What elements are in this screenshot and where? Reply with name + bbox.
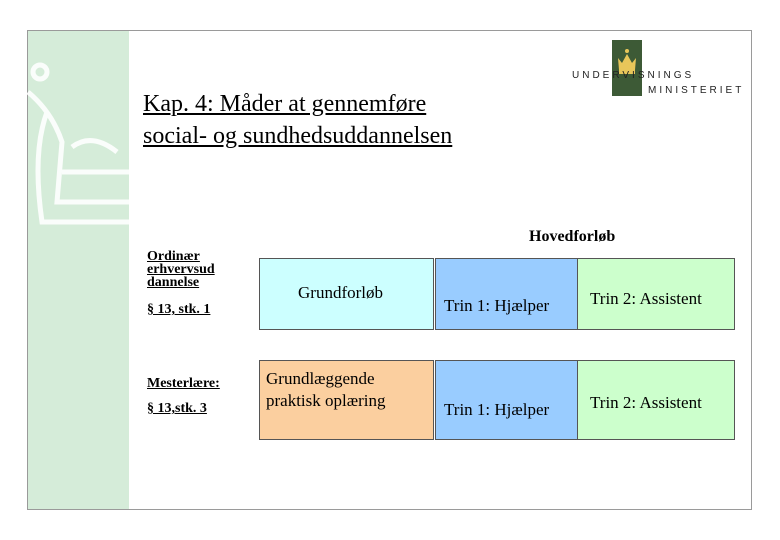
row2-trin1-box: [435, 360, 578, 440]
crown-icon: [612, 40, 642, 96]
row1-trin1-label: Trin 1: Hjælper: [444, 296, 550, 315]
row2-label: Mesterlære:: [147, 376, 220, 391]
praktisk-oplaering-box: [259, 360, 434, 440]
slide-title: [143, 88, 452, 152]
praktisk-line1: Grundlæggende: [266, 369, 375, 388]
row1-trin2-label: Trin 2: Assistent: [590, 289, 702, 308]
row-label-mesterlaere: [147, 377, 220, 415]
logo-text-line-2: MINISTERIET: [648, 85, 745, 96]
row-label-ordinaer: [147, 250, 215, 316]
title-line-2: social- og sundhedsuddannelsen: [143, 123, 453, 149]
row1-trin2-box: [578, 258, 735, 330]
row1-label-line1: Ordinær: [147, 249, 200, 264]
row1-label-line3: dannelse: [147, 275, 200, 290]
hovedforloeb-heading: Hovedforløb: [529, 228, 616, 245]
logo-emblem: [612, 40, 642, 96]
row1-label-line2: erhvervsud: [147, 262, 215, 277]
row2-trin1-label: Trin 1: Hjælper: [444, 400, 550, 419]
praktisk-line2: praktisk oplæring: [266, 391, 386, 410]
grundforloeb-box: [259, 258, 434, 330]
crown-watermark-icon: [22, 52, 142, 242]
row2-trin2-label: Trin 2: Assistent: [590, 393, 702, 412]
row1-trin1-box: [435, 258, 578, 330]
title-line-1: Kap. 4: Måder at gennemføre: [143, 91, 427, 117]
row2-reference: § 13,stk. 3: [147, 401, 207, 416]
grundforloeb-label: Grundforløb: [298, 283, 383, 302]
row2-trin2-box: [578, 360, 735, 440]
logo-text-line-1: UNDERVISNINGS: [572, 70, 695, 81]
row1-reference: § 13, stk. 1: [147, 302, 211, 317]
